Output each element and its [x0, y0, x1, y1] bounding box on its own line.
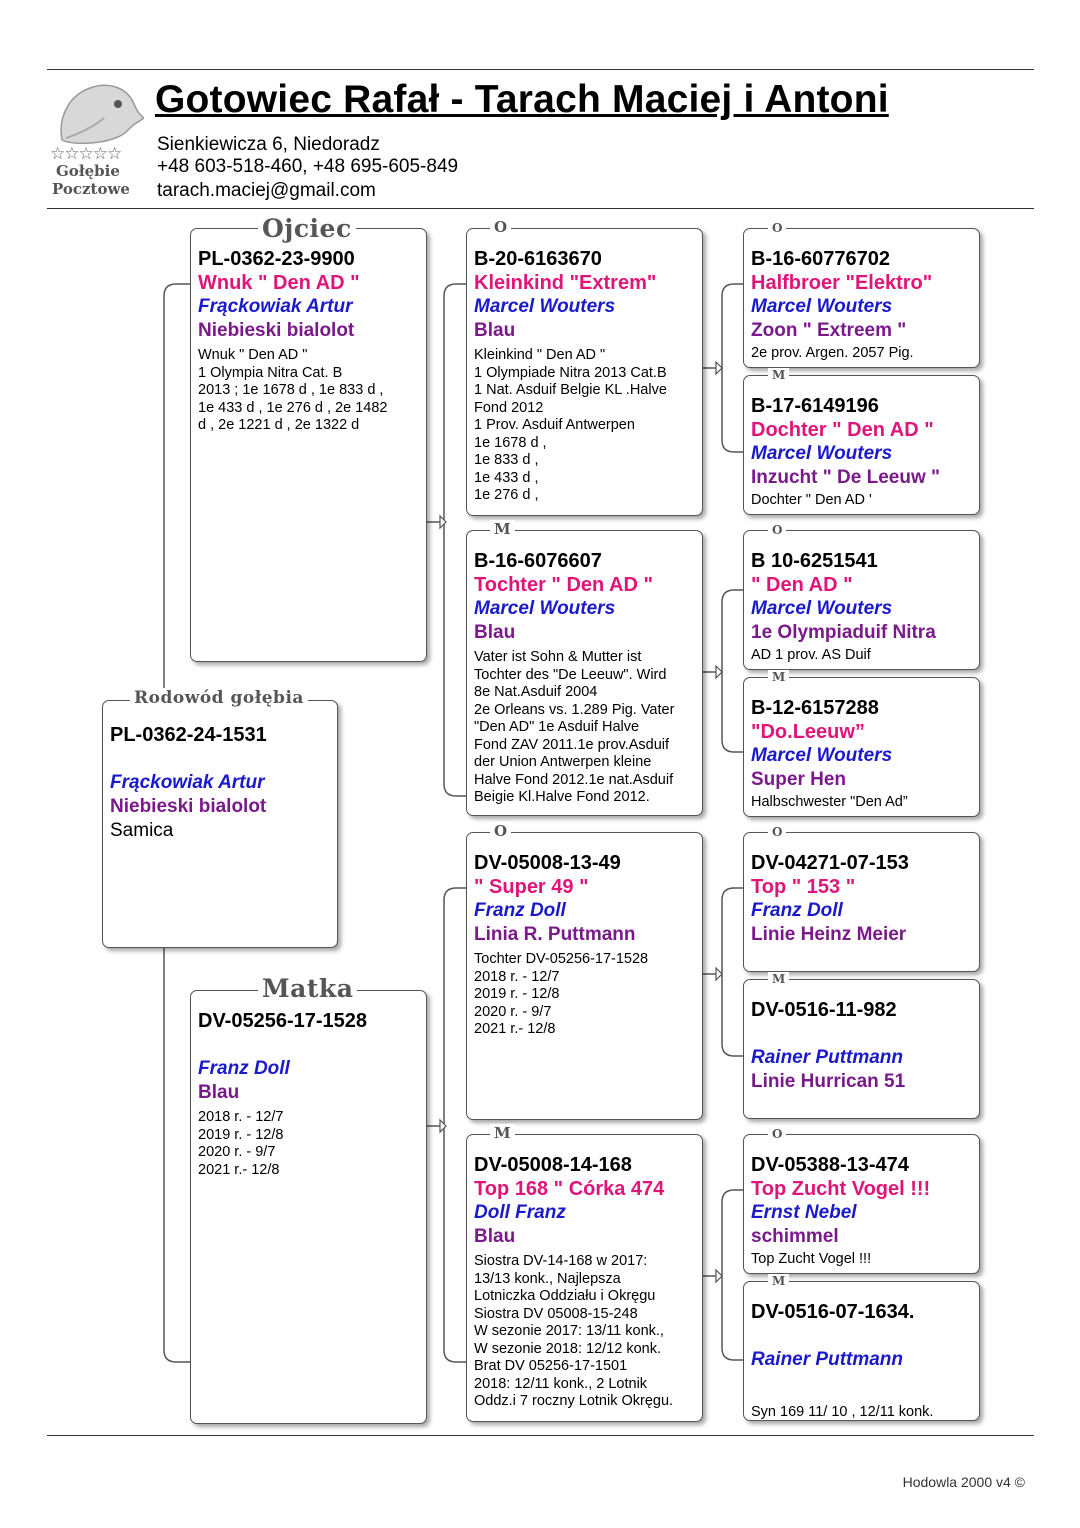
ff-owner: Marcel Wouters [474, 296, 616, 317]
mm-name: Top 168 " Córka 474 [474, 1178, 665, 1200]
fff-ring: B-16-60776702 [751, 248, 890, 270]
mfm-ring: DV-0516-11-982 [751, 999, 897, 1021]
fm-owner: Marcel Wouters [474, 598, 616, 619]
mmm-notes: Syn 169 11/ 10 , 12/11 konk. [751, 1404, 934, 1420]
ffm-name: Dochter " Den AD " [751, 419, 934, 441]
mother-card[interactable] [190, 990, 427, 1424]
fm-ring: B-16-6076607 [474, 550, 602, 572]
ffm-notes: Dochter " Den AD ' [751, 492, 872, 508]
subject-sex: Samica [110, 820, 174, 841]
fmf-name: " Den AD " [751, 574, 853, 596]
ff-color: Blau [474, 320, 516, 341]
subject-owner: Frąckowiak Artur [110, 772, 265, 793]
fff-notes: 2e prov. Argen. 2057 Pig. [751, 345, 914, 361]
mf-ring: DV-05008-13-49 [474, 852, 621, 874]
fmf-card[interactable] [743, 530, 980, 670]
breeder-phones: +48 603-518-460, +48 695-605-849 [157, 156, 459, 177]
father-card[interactable] [190, 228, 427, 662]
mmf-owner: Ernst Nebel [751, 1202, 857, 1223]
mm-ring: DV-05008-14-168 [474, 1154, 632, 1176]
mother-color: Blau [198, 1082, 240, 1103]
mmm-dam-mark: M [768, 1274, 789, 1288]
mf-color: Linia R. Puttmann [474, 924, 636, 945]
ff-name: Kleinkind "Extrem" [474, 272, 657, 294]
mm-dam-mark: M [490, 1124, 515, 1142]
footer-credit: Hodowla 2000 v4 © [902, 1474, 1025, 1490]
mother-ring: DV-05256-17-1528 [198, 1010, 368, 1032]
subject-pigeon-card[interactable] [102, 700, 338, 948]
mff-owner: Franz Doll [751, 900, 843, 921]
mfm-card[interactable] [743, 979, 980, 1119]
mf-notes: Tochter DV-05256-17-1528 2018 r. - 12/7 2019 r. - 12/8 2020 r. - 9/7 2021 r.- 12/8 [474, 951, 649, 1037]
fmf-ring: B 10-6251541 [751, 550, 878, 572]
footer-rule [47, 1435, 1034, 1436]
subject-color: Niebieski bialolot [110, 796, 267, 817]
mf-owner: Franz Doll [474, 900, 566, 921]
mm-card[interactable] [466, 1134, 703, 1422]
mm-color: Blau [474, 1226, 516, 1247]
mother-notes: 2018 r. - 12/7 2019 r. - 12/8 2020 r. - 9/7 2021 r.- 12/8 [198, 1109, 284, 1178]
fmf-color: 1e Olympiaduif Nitra [751, 622, 936, 643]
fmf-owner: Marcel Wouters [751, 598, 893, 619]
ffm-dam-mark: M [768, 368, 789, 382]
father-notes: Wnuk " Den AD " 1 Olympia Nitra Cat. B 2013 ; 1e 1678 d , 1e 833 d , 1e 433 d , 1e 276 d , 2e 1482 d , 2e 1221 d , 2e 1322 d [198, 347, 388, 433]
fm-card[interactable] [466, 530, 703, 816]
fmm-name: "Do.Leeuw” [751, 721, 865, 743]
mff-sire-mark: O [768, 825, 786, 839]
fff-color: Zoon " Extreem " [751, 320, 907, 341]
fm-color: Blau [474, 622, 516, 643]
mmm-owner: Rainer Puttmann [751, 1349, 904, 1370]
ffm-card[interactable] [743, 375, 980, 515]
mff-ring: DV-04271-07-153 [751, 852, 909, 874]
mf-card[interactable] [466, 832, 703, 1120]
breeder-email[interactable]: tarach.maciej@gmail.com [157, 180, 376, 201]
ff-sire-mark: O [490, 218, 511, 236]
mf-sire-mark: O [490, 822, 511, 840]
fm-dam-mark: M [490, 520, 515, 538]
ff-ring: B-20-6163670 [474, 248, 602, 270]
fmm-ring: B-12-6157288 [751, 697, 879, 719]
fff-sire-mark: O [768, 221, 786, 235]
ffm-color: Inzucht " De Leeuw " [751, 467, 941, 488]
mfm-owner: Rainer Puttmann [751, 1047, 904, 1068]
fm-name: Tochter " Den AD " [474, 574, 653, 596]
mmf-color: schimmel [751, 1226, 839, 1247]
ff-notes: Kleinkind " Den AD " 1 Olympiade Nitra 2013 Cat.B 1 Nat. Asduif Belgie KL .Halve Fond 2012 1 Prov. Asduif Antwerpen 1e 1678 d , 1e 833 d , 1e 433 d , 1e 276 d , [474, 347, 667, 503]
mff-card[interactable] [743, 832, 980, 972]
pedigree-label: Rodowód gołębia [130, 688, 308, 708]
ffm-ring: B-17-6149196 [751, 395, 879, 417]
mmf-card[interactable] [743, 1134, 980, 1274]
fmm-owner: Marcel Wouters [751, 745, 893, 766]
fff-name: Halfbroer "Elektro" [751, 272, 933, 294]
mmf-sire-mark: O [768, 1127, 786, 1141]
mmf-notes: Top Zucht Vogel !!! [751, 1251, 872, 1267]
ff-card[interactable] [466, 228, 703, 516]
mfm-dam-mark: M [768, 972, 789, 986]
subject-ring: PL-0362-24-1531 [110, 724, 267, 746]
fmm-color: Super Hen [751, 769, 847, 790]
father-ring: PL-0362-23-9900 [198, 248, 355, 270]
mf-name: " Super 49 " [474, 876, 589, 898]
mm-notes: Siostra DV-14-168 w 2017: 13/13 konk., Najlepsza Lotniczka Oddziału i Okręgu Siostra DV 05008-15-248 W sezonie 2017: 13/11 konk., W sezonie 2018: 12/12 konk. Brat DV 05256-17-1501 2018: 12/11 konk., 2 Lotnik Oddz.i 7 roczny Lotnik Okręgu. [474, 1253, 674, 1409]
mmf-ring: DV-05388-13-474 [751, 1154, 909, 1176]
fmf-sire-mark: O [768, 523, 786, 537]
father-owner: Frąckowiak Artur [198, 296, 353, 317]
mff-name: Top " 153 " [751, 876, 856, 898]
father-name: Wnuk " Den AD " [198, 272, 360, 294]
mother-label: Matka [258, 974, 357, 1003]
fmm-dam-mark: M [768, 670, 789, 684]
mfm-color: Linie Hurrican 51 [751, 1071, 906, 1092]
breeder-address: Sienkiewicza 6, Niedoradz [157, 134, 380, 155]
fm-notes: Vater ist Sohn & Mutter ist Tochter des "De Leeuw". Wird 8e Nat.Asduif 2004 2e Orleans vs. 1.289 Pig. Vater "Den AD" 1e Asduif Halve Fond ZAV 2011.1e prov.Asduif der Union Antwerpen kleine Halve Fond 2012.1e nat.Asduif Beigie Kl.Halve Fond 2012. [474, 649, 675, 805]
fff-card[interactable] [743, 228, 980, 368]
fmm-card[interactable] [743, 677, 980, 817]
fff-owner: Marcel Wouters [751, 296, 893, 317]
mm-owner: Doll Franz [474, 1202, 566, 1223]
fmf-notes: AD 1 prov. AS Duif [751, 647, 871, 663]
mmm-card[interactable] [743, 1281, 980, 1421]
fmm-notes: Halbschwester "Den Ad” [751, 794, 908, 810]
mff-color: Linie Heinz Meier [751, 924, 907, 945]
mmf-name: Top Zucht Vogel !!! [751, 1178, 931, 1200]
ffm-owner: Marcel Wouters [751, 443, 893, 464]
father-color: Niebieski bialolot [198, 320, 355, 341]
logo-text-2: Pocztowe [52, 180, 130, 198]
breeder-title: Gotowiec Rafał - Tarach Maciej i Antoni [155, 78, 889, 121]
logo-text-1: Gołębie [56, 162, 120, 180]
mother-owner: Franz Doll [198, 1058, 290, 1079]
mmm-ring: DV-0516-07-1634. [751, 1301, 915, 1323]
father-label: Ojciec [258, 214, 356, 243]
logo-stars: ☆☆☆☆☆ [50, 144, 122, 163]
